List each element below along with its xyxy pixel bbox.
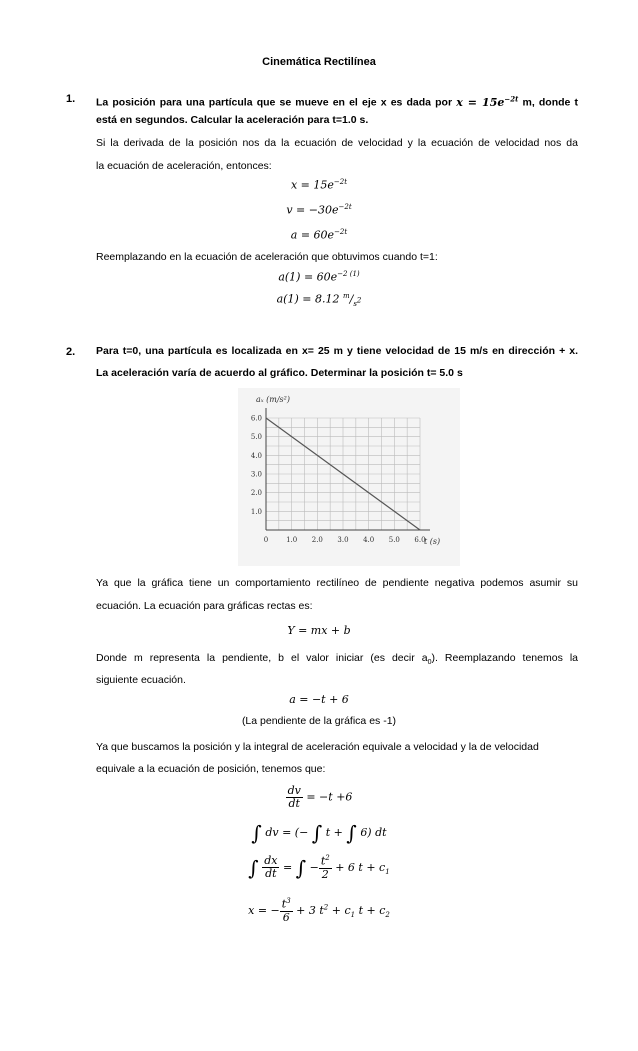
acceleration-chart [238,388,460,566]
y-tick-label: 6.0 [250,414,262,423]
problem-1-paragraph-1: Si la derivada de la posición nos da la ecuación de velocidad y la ecuación de velocidad nos da [96,137,578,149]
y-tick-label: 1.0 [250,507,262,516]
equation-acceleration: $a = 60e^{-2t}$ [290,228,348,242]
equation-line: Y = mx + b [287,624,351,637]
problem-2-statement-line1: Para t=0, una partícula es localizada en x= 25 m y tiene velocidad de 15 m/s en dirección + x. [96,345,578,357]
problem-2-paragraph-3b: equivale a la ecuación de posición, tenemos que: [96,763,326,775]
x-tick-label: 6.0 [414,536,426,544]
x-tick-label: 0 [263,536,269,544]
y-tick-label: 2.0 [250,489,262,498]
equation-integral-dv: ∫ dv = (− ∫ t + ∫ 6) dt [251,821,387,845]
problem-2-paragraph-1b: ecuación. La ecuación para gráficas rectas es: [96,600,313,612]
problem-2-paragraph-1: Ya que la gráfica tiene un comportamiento rectilíneo de pendiente negativa podemos asumir su [96,577,578,589]
problem-1-statement-line1: La posición para una partícula que se mueve en el eje x es dada por $x = 15e^{-2t}$ m, donde t [96,94,578,109]
equation-a1-substitution: $a(1) = 60e^{-2 (1)}$ [278,270,360,284]
chart-xlabel: t (s) [424,537,441,546]
equation-position: $x = 15e^{-2t}$ [290,178,348,192]
problem-1-paragraph-1b: la ecuación de aceleración, entonces: [96,160,272,172]
equation-integral-dx: ∫ $\frac{dx}{dt}$ = ∫ − $\frac{t^2}{2}$ + 6 $t + c_1$ [248,854,390,881]
x-tick-label: 3.0 [337,536,349,544]
equation-a1-result: a(1) = 8.12 $^m/_{s^2}$ [276,292,362,308]
chart-ylabel: aₓ (m/s²) [256,395,290,404]
problem-1-statement-line2: está en segundos. Calcular la aceleración para t=1.0 s. [96,114,369,126]
equation-position-result: x = − $\frac{t^3}{6}$ + 3 $t^2 + c_1$ $t + c_2$ [248,897,390,924]
problem-1-paragraph-2: Reemplazando en la ecuación de aceleración que obtuvimos cuando t=1: [96,251,438,263]
equation-a-linear: a = −t + 6 [289,693,349,706]
problem-2-paragraph-2: Donde m representa la pendiente, b el valor iniciar (es decir $a_0$). Reemplazando tenemos la [96,652,578,667]
x-tick-label: 4.0 [363,536,375,544]
problem-1-number: 1. [66,93,76,105]
x-tick-label: 5.0 [388,536,400,544]
equation-velocity: $v = -30e^{-2t}$ [286,203,352,217]
problem-2-paragraph-3: Ya que buscamos la posición y la integral de aceleración equivale a velocidad y la de velocidad [96,741,539,753]
problem-2-paragraph-2b: siguiente ecuación. [96,674,186,686]
x-tick-label: 1.0 [286,536,298,544]
y-tick-label: 3.0 [250,470,262,479]
equation-dv-dt: $\frac{dv}{dt}$ = −t +6 [287,784,353,811]
y-tick-label: 5.0 [250,433,262,442]
slope-note: (La pendiente de la gráfica es -1) [241,715,397,727]
x-tick-label: 2.0 [311,536,323,544]
page-title: Cinemática Rectilínea [262,56,376,68]
problem-2-number: 2. [66,346,76,358]
y-tick-label: 4.0 [250,451,262,460]
problem-2-statement-line2: La aceleración varía de acuerdo al gráfico. Determinar la posición t= 5.0 s [96,367,463,379]
